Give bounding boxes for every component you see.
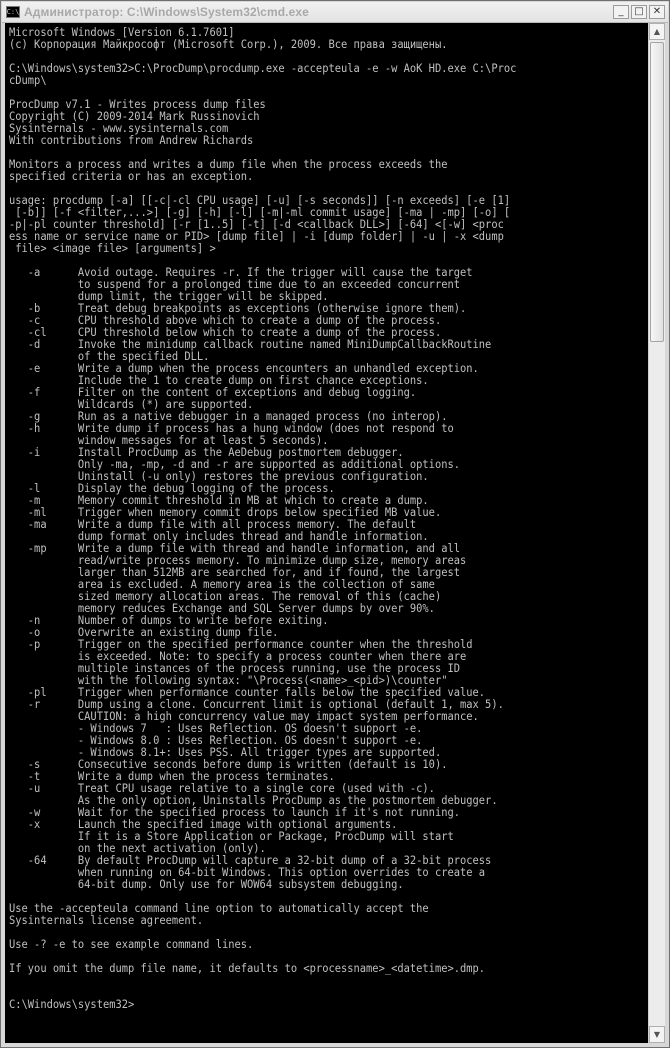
console-line: [-b]] [-f <filter,...>] [-g] [-h] [-l] [-m|-ml commit usage] [-ma | -mp] [-o] [	[9, 206, 511, 219]
console-line: (c) Корпорация Майкрософт (Microsoft Corp.), 2009. Все права защищены.	[9, 38, 448, 51]
console-line: ProcDump v7.1 - Writes process dump files	[9, 98, 266, 111]
console-output[interactable]	[5, 23, 648, 1043]
console-app-icon[interactable]	[6, 6, 20, 18]
console-line: specified criteria or has an exception.	[9, 170, 254, 183]
console-line: ess name or service name or PID> [dump file] | -i [dump folder] | -u | -x <dump	[9, 230, 504, 243]
console-line: area is excluded. A memory area is the collection of same	[9, 578, 435, 591]
console-line: -p Trigger on the specified performance counter when the threshold	[9, 638, 473, 651]
console-line: -a Avoid outage. Requires -r. If the trigger will cause the target	[9, 266, 473, 279]
console-line: Sysinternals license agreement.	[9, 914, 204, 927]
console-line: -c CPU threshold above which to create a dump of the process.	[9, 314, 442, 327]
scrollbar-thumb[interactable]	[650, 42, 664, 342]
console-line: dump limit, the trigger will be skipped.	[9, 290, 329, 303]
console-app-icon-label: C:\	[6, 7, 20, 16]
console-line: -p|-pl counter threshold] [-r [1..5] [-t] [-d <callback DLL>] [-64] <[-w] <proc	[9, 218, 504, 231]
window-controls	[613, 5, 665, 19]
console-line: Sysinternals - www.sysinternals.com	[9, 122, 229, 135]
console-line: to suspend for a prolonged time due to an exceeded concurrent	[9, 278, 461, 291]
console-line: C:\Windows\system32>	[9, 998, 135, 1011]
console-line: of the specified DLL.	[9, 350, 210, 363]
console-line: sized memory allocation areas. The removal of this (cache)	[9, 590, 442, 603]
vertical-scrollbar[interactable]	[648, 23, 665, 1043]
close-button[interactable]	[649, 5, 665, 19]
console-line: Monitors a process and writes a dump file when the process exceeds the	[9, 158, 448, 171]
console-line: multiple instances of the process running, use the process ID	[9, 662, 461, 675]
console-line: - Windows 7 : Uses Reflection. OS doesn't support -e.	[9, 722, 423, 735]
maximize-button[interactable]	[631, 5, 647, 19]
scroll-down-button[interactable]	[649, 1026, 665, 1043]
console-line: CAUTION: a high concurrency value may impact system performance.	[9, 710, 479, 723]
minimize-icon: _	[618, 6, 624, 17]
console-line: -n Number of dumps to write before exiting.	[9, 614, 329, 627]
console-line: - Windows 8.1+: Uses PSS. All trigger types are supported.	[9, 746, 442, 759]
maximize-icon: □	[634, 6, 644, 17]
console-line: cDump\	[9, 74, 47, 87]
console-line: If it is a Store Application or Package, ProcDump will start	[9, 830, 454, 843]
console-line: -f Filter on the content of exceptions and debug logging.	[9, 386, 417, 399]
console-line: -s Consecutive seconds before dump is written (default is 10).	[9, 758, 448, 771]
console-line: dump format only includes thread and handle information.	[9, 530, 429, 543]
console-line: -o Overwrite an existing dump file.	[9, 626, 279, 639]
console-line: on the next activation (only).	[9, 842, 266, 855]
console-line: Include the 1 to create dump on first chance exceptions.	[9, 374, 429, 387]
console-line: -g Run as a native debugger in a managed process (no interop).	[9, 410, 448, 423]
console-line: -d Invoke the minidump callback routine named MiniDumpCallbackRoutine	[9, 338, 492, 351]
console-line: -pl Trigger when performance counter falls below the specified value.	[9, 686, 486, 699]
console-line: memory reduces Exchange and SQL Server dumps by over 90%.	[9, 602, 435, 615]
console-line: -r Dump using a clone. Concurrent limit is optional (default 1, max 5).	[9, 698, 504, 711]
console-line: -64 By default ProcDump will capture a 32-bit dump of a 32-bit process	[9, 854, 492, 867]
title-bar[interactable]	[2, 2, 668, 23]
console-line: Wildcards (*) are supported.	[9, 398, 254, 411]
console-line: window messages for at least 5 seconds).	[9, 434, 329, 447]
console-line: -x Launch the specified image with optional arguments.	[9, 818, 398, 831]
console-line: -ma Write a dump file with all process memory. The default	[9, 518, 417, 531]
console-line: - Windows 8.0 : Uses Reflection. OS doesn't support -e.	[9, 734, 423, 747]
console-line: when running on 64-bit Windows. This option overrides to create a	[9, 866, 486, 879]
console-line: -e Write a dump when the process encounters an unhandled exception.	[9, 362, 479, 375]
console-line: file> <image file> [arguments] >	[9, 242, 216, 255]
arrow-up-icon: ▲	[653, 27, 661, 36]
console-line: Use the -accepteula command line option to automatically accept the	[9, 902, 429, 915]
console-line: is exceeded. Note: to specify a process counter when there are	[9, 650, 467, 663]
console-line: -u Treat CPU usage relative to a single core (used with -c).	[9, 782, 435, 795]
console-line: Use -? -e to see example command lines.	[9, 938, 254, 951]
console-line: Microsoft Windows [Version 6.1.7601]	[9, 26, 235, 39]
console-line: -cl CPU threshold below which to create a dump of the process.	[9, 326, 442, 339]
console-line: -ml Trigger when memory commit drops below specified MB value.	[9, 506, 442, 519]
console-line: -w Wait for the specified process to launch if it's not running.	[9, 806, 461, 819]
console-line: If you omit the dump file name, it defaults to <processname>_<datetime>.dmp.	[9, 962, 486, 975]
console-line: Only -ma, -mp, -d and -r are supported as additional options.	[9, 458, 461, 471]
console-line: -h Write dump if process has a hung window (does not respond to	[9, 422, 454, 435]
console-line: Copyright (C) 2009-2014 Mark Russinovich	[9, 110, 260, 123]
console-line: with the following syntax: "\Process(<name>_<pid>)\counter"	[9, 674, 448, 687]
console-line: -mp Write a dump file with thread and handle information, and all	[9, 542, 461, 555]
console-line: -m Memory commit threshold in MB at which to create a dump.	[9, 494, 429, 507]
console-line: 64-bit dump. Only use for WOW64 subsystem debugging.	[9, 878, 404, 891]
close-icon: ✕	[652, 6, 662, 17]
console-line: C:\Windows\system32>C:\ProcDump\procdump.exe -accepteula -e -w AoK HD.exe C:\Proc	[9, 62, 517, 75]
console-line: -i Install ProcDump as the AeDebug postmortem debugger.	[9, 446, 404, 459]
console-line: -l Display the debug logging of the process.	[9, 482, 335, 495]
console-line: Uninstall (-u only) restores the previous configuration.	[9, 470, 429, 483]
console-line: usage: procdump [-a] [[-c|-cl CPU usage] [-u] [-s seconds]] [-n exceeds] [-e [1]	[9, 194, 511, 207]
console-line: As the only option, Uninstalls ProcDump as the postmortem debugger.	[9, 794, 498, 807]
console-line: read/write process memory. To minimize dump size, memory areas	[9, 554, 467, 567]
console-line: larger than 512MB are searched for, and if found, the largest	[9, 566, 461, 579]
window-title: Администратор: C:\Windows\System32\cmd.exe	[24, 5, 309, 19]
console-line: With contributions from Andrew Richards	[9, 134, 254, 147]
scroll-up-button[interactable]	[649, 23, 665, 40]
minimize-button[interactable]	[613, 5, 629, 19]
console-line: -t Write a dump when the process terminates.	[9, 770, 335, 783]
arrow-down-icon: ▼	[653, 1030, 661, 1039]
console-line: -b Treat debug breakpoints as exceptions (otherwise ignore them).	[9, 302, 467, 315]
